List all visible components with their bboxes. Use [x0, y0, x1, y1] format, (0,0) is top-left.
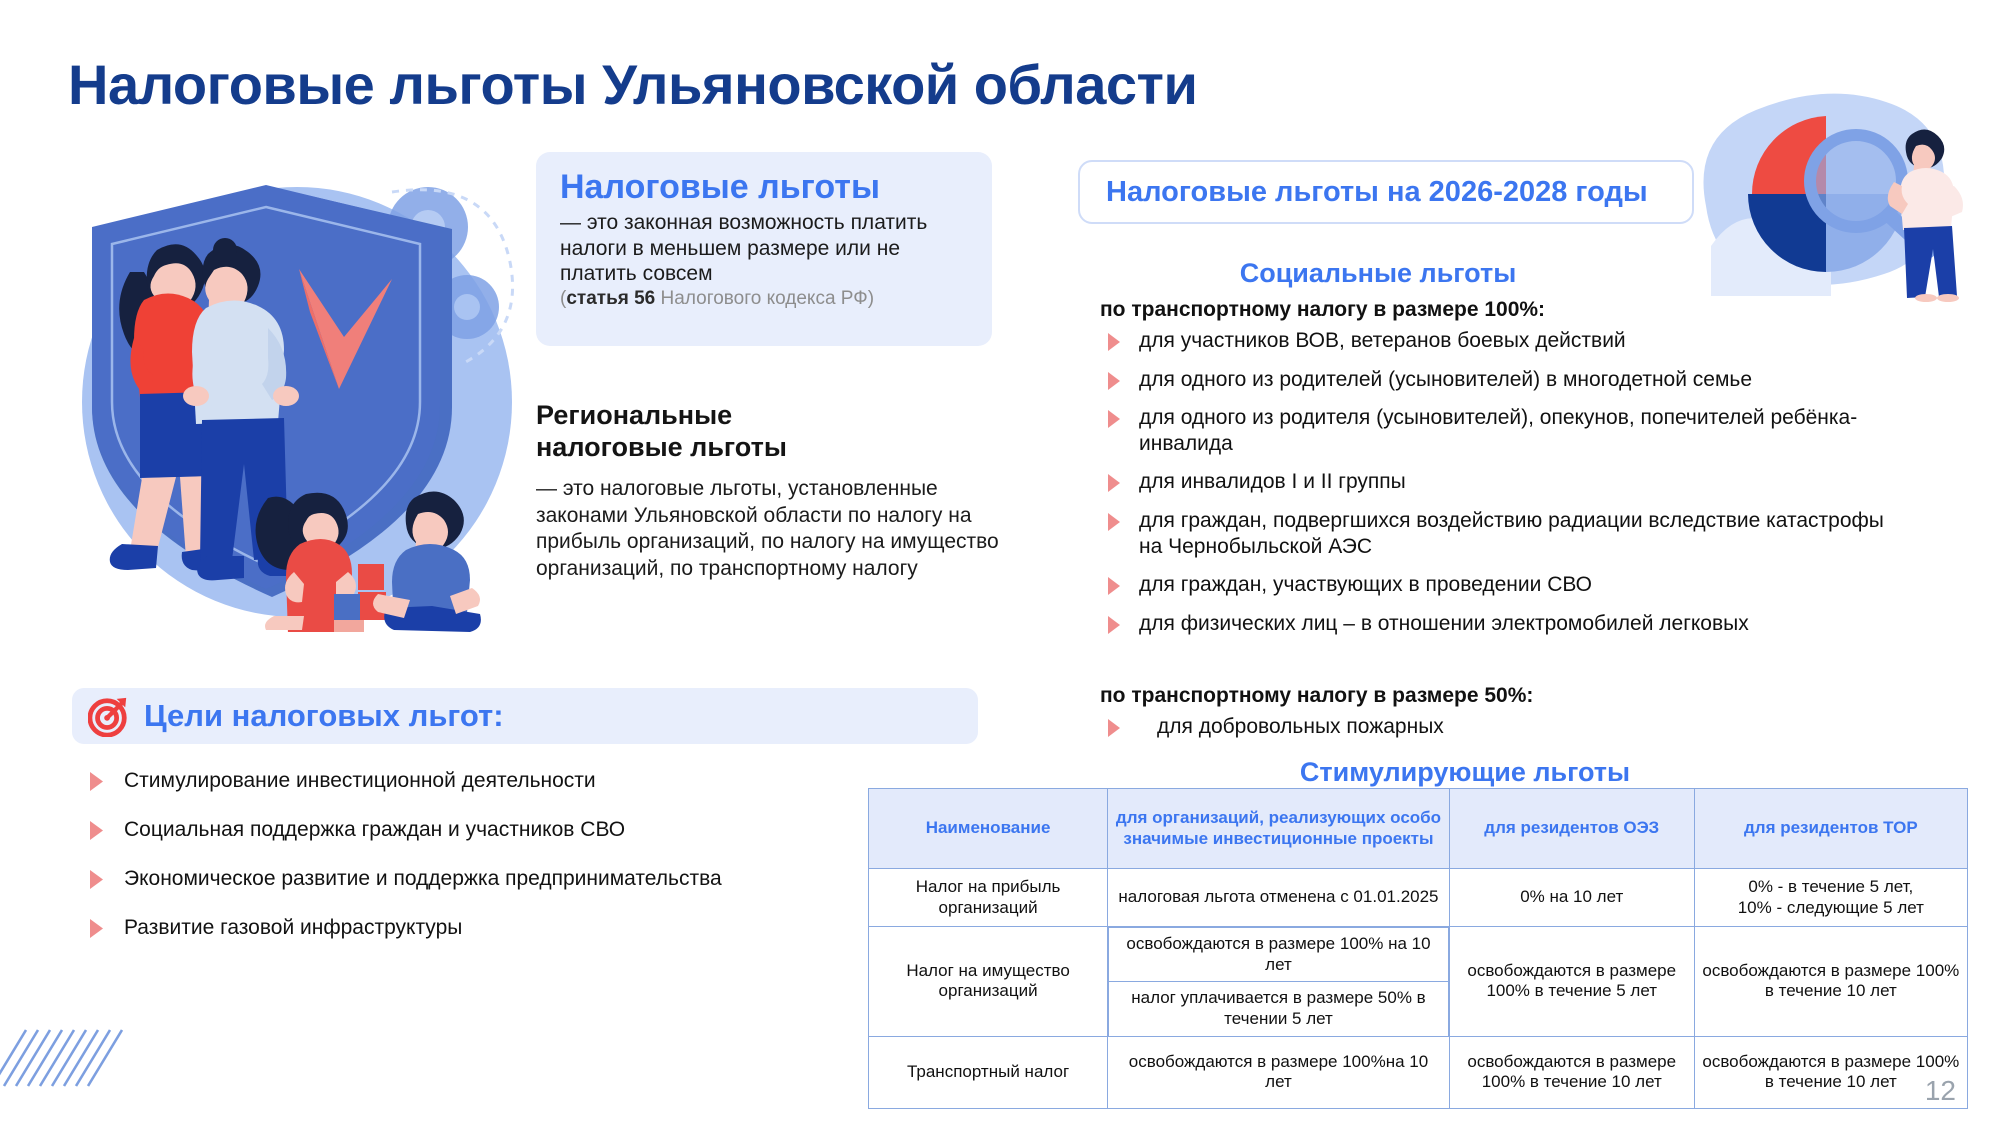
table-row [869, 927, 1968, 1037]
transport-100-list [1106, 328, 1896, 649]
list-item [1106, 611, 1896, 637]
table-cell-tor: освобождаются в размере 100% в течение 10 лет [1694, 1036, 1967, 1108]
benefit-label: для добровольных пожарных [1157, 715, 1444, 738]
table-cell-invest-split [1108, 927, 1450, 1037]
benefit-label: для одного из родителя (усыновителей), опекунов, попечителей ребёнка-инвалида [1139, 406, 1858, 455]
target-icon [88, 695, 130, 737]
list-item [88, 915, 988, 964]
triangle-bullet-icon [1106, 615, 1121, 635]
tor-line-1: 0% - в течение 5 лет, [1748, 876, 1914, 896]
table-cell-name: Транспортный налог [869, 1036, 1108, 1108]
years-banner [1078, 160, 1694, 224]
table-cell-name: Налог на прибыль организаций [869, 869, 1108, 927]
list-item [88, 768, 988, 817]
table-cell-tor [1694, 869, 1967, 927]
transport-100-heading: по транспортному налогу в размере 100%: [1100, 298, 1546, 321]
table-header-cell: Наименование [869, 789, 1108, 869]
goals-banner [72, 688, 978, 744]
table-header-cell: для резидентов ОЭЗ [1449, 789, 1694, 869]
list-item [88, 817, 988, 866]
triangle-bullet-icon [88, 869, 104, 890]
triangle-bullet-icon [1106, 718, 1121, 738]
list-item [88, 866, 988, 915]
table-cell-invest: освобождаются в размере 100%на 10 лет [1108, 1036, 1450, 1108]
benefit-label: для участников ВОВ, ветеранов боевых действий [1139, 329, 1626, 352]
pie-magnifier-illustration [1676, 76, 2000, 308]
table-cell-oez: освобождаются в размере 100% в течение 10 лет [1449, 1036, 1694, 1108]
regional-body: — это налоговые льготы, установленные законами Ульяновской области по налогу на прибыль организаций, по налогу на имущество организаций, по транспортному налогу [536, 476, 999, 581]
list-item [1106, 328, 1896, 354]
definition-card [536, 152, 992, 346]
triangle-bullet-icon [1106, 409, 1121, 429]
table-subcell-invest: освобождаются в размере 100% на 10 лет [1109, 928, 1449, 982]
list-item [1106, 469, 1896, 495]
triangle-bullet-icon [1106, 371, 1121, 391]
triangle-bullet-icon [88, 918, 104, 939]
table-header-cell: для организаций, реализующих особо значимые инвестиционные проекты [1108, 789, 1450, 869]
years-banner-label: Налоговые льготы на 2026-2028 годы [1106, 175, 1648, 208]
transport-50-heading: по транспортному налогу в размере 50%: [1100, 684, 1534, 707]
benefit-label: для инвалидов I и II группы [1139, 470, 1406, 494]
benefit-label: для физических лиц – в отношении электромобилей легковых [1139, 611, 1749, 635]
definition-card-heading: Налоговые льготы [560, 168, 880, 206]
list-item [1106, 508, 1896, 559]
list-item [1106, 367, 1896, 393]
social-benefits-title: Социальные льготы [1239, 258, 1517, 288]
article-number: статья 56 [566, 287, 656, 309]
regional-heading [536, 400, 1006, 464]
page-title: Налоговые льготы Ульяновской области [68, 53, 1198, 116]
triangle-bullet-icon [1106, 473, 1121, 493]
benefit-label: для граждан, участвующих в проведении СВО [1139, 573, 1592, 597]
benefit-label: для граждан, подвергшихся воздействию радиации вследствие катастрофы на Чернобыльской АЭС [1139, 509, 1884, 558]
goal-label: Экономическое развитие и поддержка предпринимательства [124, 867, 722, 890]
definition-card-article [560, 287, 968, 311]
benefit-label: для одного из родителей (усыновителей) в многодетной семье [1139, 367, 1753, 391]
regional-heading-line1: Региональные [536, 400, 733, 430]
table-subcell-invest: налог уплачивается в размере 50% в течении 5 лет [1109, 982, 1449, 1036]
family-shield-illustration [62, 132, 532, 632]
page-number: 12 [1924, 1075, 1956, 1106]
table-header-cell: для резидентов ТОР [1694, 789, 1967, 869]
table-header-row [869, 789, 1968, 869]
regional-benefits-block [536, 400, 1006, 583]
table-cell-oez: освобождаются в размере 100% в течение 5 лет [1449, 927, 1694, 1037]
triangle-bullet-icon [88, 771, 104, 792]
definition-card-body: — это законная возможность платить налоги в меньшем размере или не платить совсем [560, 211, 928, 286]
table-cell-name: Налог на имущество организаций [869, 927, 1108, 1037]
tor-line-2: 10% - следующие 5 лет [1737, 897, 1924, 917]
list-item [1106, 405, 1896, 456]
list-item [1106, 714, 1896, 740]
table-cell-oez: 0% на 10 лет [1449, 869, 1694, 927]
triangle-bullet-icon [1106, 332, 1121, 352]
stimulating-benefits-table-wrapper [868, 788, 1968, 1109]
hatch-decoration [0, 1022, 152, 1088]
triangle-bullet-icon [88, 820, 104, 841]
goal-label: Социальная поддержка граждан и участников СВО [124, 818, 626, 841]
goal-label: Развитие газовой инфраструктуры [124, 916, 463, 939]
table-cell-tor: освобождаются в размере 100% в течение 10 лет [1694, 927, 1967, 1037]
article-rest: Налогового кодекса РФ) [655, 287, 875, 309]
goal-label: Стимулирование инвестиционной деятельности [124, 769, 596, 792]
goals-list [88, 768, 988, 964]
article-open-paren: ( [560, 287, 567, 309]
stimulating-benefits-table [868, 788, 1968, 1109]
table-row [869, 1036, 1968, 1108]
regional-heading-line2: налоговые льготы [536, 431, 787, 462]
list-item [1106, 572, 1896, 598]
table-cell-invest: налоговая льгота отменена с 01.01.2025 [1108, 869, 1450, 927]
goals-title: Цели налоговых льгот: [144, 698, 504, 733]
triangle-bullet-icon [1106, 576, 1121, 596]
stimulating-benefits-title: Стимулирующие льготы [1299, 757, 1631, 787]
table-row [869, 869, 1968, 927]
transport-50-list [1106, 714, 1896, 753]
triangle-bullet-icon [1106, 512, 1121, 532]
